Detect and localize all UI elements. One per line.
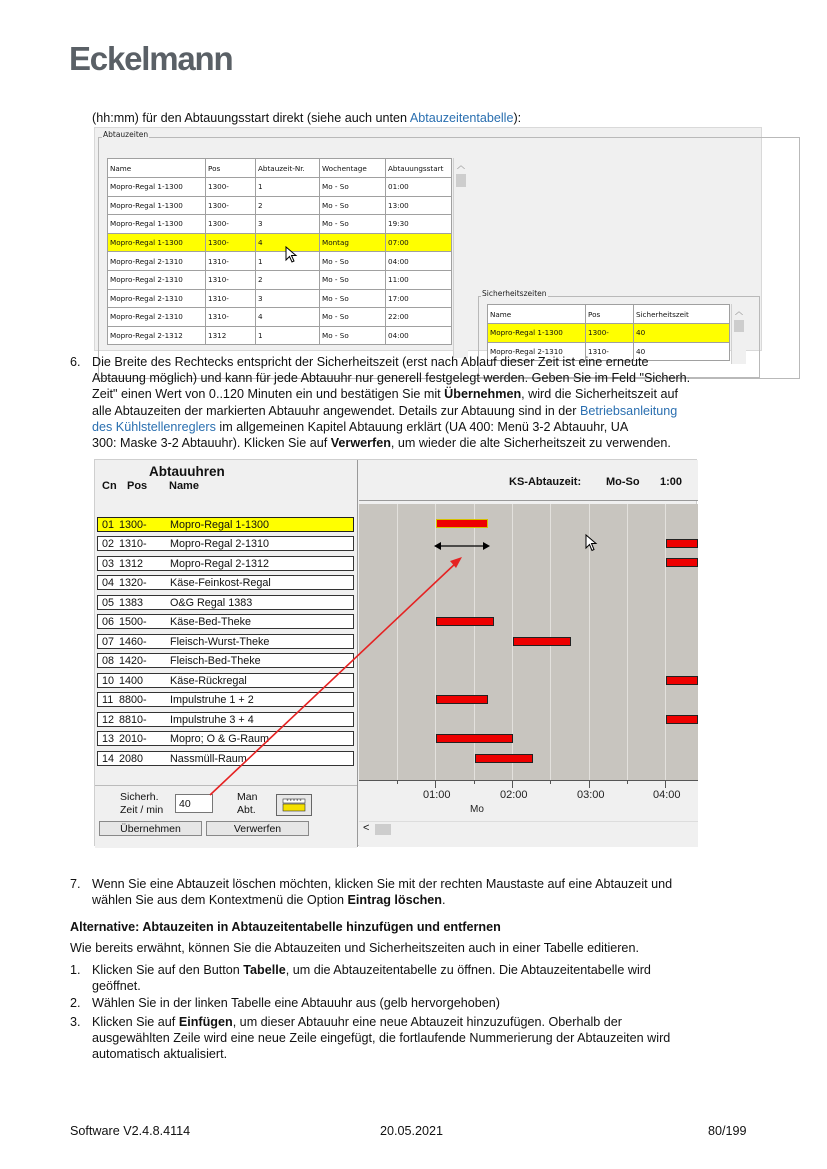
abtauuhr-pos: 1312 [119,558,144,570]
table-cell[interactable]: 40 [634,342,730,361]
alternative-intro: Wie bereits erwähnt, können Sie die Abtauzeiten und Sicherheitszeiten auch in einer Tabelle editieren. [70,941,639,955]
table-cell[interactable]: 1300- [206,196,256,215]
table-cell[interactable]: Mopro-Regal 2-1310 [108,289,206,308]
table-cell[interactable]: Mo - So [320,270,386,289]
table-cell[interactable]: Abtauzeit-Nr. [256,159,320,178]
col-name-header: Name [169,480,199,492]
safety-time-label: Sicherh. Zeit / min [120,791,164,816]
abtauuhr-cn: 03 [102,558,115,570]
table-cell[interactable]: 1 [256,252,320,271]
table-row[interactable] [108,233,452,252]
table-cell[interactable]: 1310- [206,270,256,289]
safety-time-input[interactable]: 40 [175,794,213,813]
table-row[interactable] [108,252,452,271]
footer-date: 20.05.2021 [380,1124,444,1138]
table-cell[interactable]: Mopro-Regal 1-1300 [108,233,206,252]
abtauuhr-cn: 02 [102,538,115,550]
table-cell[interactable]: Mo - So [320,289,386,308]
abtauuhr-pos: 2080 [119,753,144,765]
abtauuhr-name: O&G Regal 1383 [170,597,253,609]
table-cell[interactable]: 4 [256,233,320,252]
table-cell[interactable]: Mo - So [320,308,386,327]
table-cell[interactable]: Pos [586,305,634,324]
table-cell[interactable]: 40 [634,324,730,343]
abtauuhr-cn: 05 [102,597,115,609]
abtauuhr-cn: 01 [102,519,115,531]
ks-days: Mo-So [606,476,640,488]
sicherheitszeiten-table[interactable] [487,304,730,361]
scroll-left-icon[interactable]: < [363,822,370,834]
list-item-1: Klicken Sie auf den Button Tabelle, um die Abtauzeitentabelle zu öffnen. Die Abtauzeitentabelle wird geöffnet. [92,963,651,994]
step-7-number: 7. [70,877,81,891]
step-7-text: Wenn Sie eine Abtauzeit löschen möchten, klicken Sie mit der rechten Maustaste auf eine Abtauzeit und wählen Sie aus dem Kontextmenü die Option Eintrag löschen. [92,877,673,908]
screenshot-abtauuhren [94,459,697,846]
eckelmann-logo: Eckelmann [69,40,233,77]
abtauuhr-pos: 1400 [119,675,144,687]
table-cell[interactable]: Name [488,305,586,324]
table-cell[interactable]: Name [108,159,206,178]
abtauuhr-name: Impulstruhe 3 + 4 [170,714,254,726]
list-item-2: Wählen Sie in der linken Tabelle eine Abtauuhr aus (gelb hervorgehoben) [92,996,500,1010]
abtauzeiten-table[interactable] [107,158,452,345]
table-cell[interactable]: 1310- [586,342,634,361]
table-row[interactable] [108,178,452,197]
link-betriebsanleitung[interactable]: Betriebsanleitung [579,403,678,418]
footer-page-number: 80/199 [708,1124,747,1138]
scroll-up-icon[interactable]: ︿ [457,161,465,170]
table-cell[interactable]: Abtauungsstart [386,159,452,178]
table-cell[interactable]: Montag [320,233,386,252]
abtauuhr-name: Fleisch-Wurst-Theke [170,636,270,648]
table-row[interactable] [108,308,452,327]
abtauuhr-name: Nassmüll-Raum [170,753,247,765]
mouse-cursor-icon [285,246,299,264]
table-cell[interactable]: 1310- [206,308,256,327]
abtauuhr-cn: 13 [102,733,115,745]
abtauuhr-pos: 1460- [119,636,147,648]
table-header[interactable] [108,159,452,178]
abtauuhr-cn: 11 [102,694,114,706]
table-cell[interactable]: Mopro-Regal 2-1310 [488,342,586,361]
abtauuhr-name: Mopro; O & G-Raum [170,733,269,745]
abtauuhr-cn: 10 [102,675,115,687]
table-cell[interactable]: Mo - So [320,326,386,345]
table-cell[interactable]: Mopro-Regal 1-1300 [108,196,206,215]
table-row[interactable] [108,289,452,308]
footer-software-version: Software V2.4.8.4114 [70,1124,191,1138]
abtauuhr-cn: 12 [102,714,115,726]
abtauuhr-pos: 1320- [119,577,147,589]
table-cell[interactable]: 1300- [206,233,256,252]
apply-button[interactable]: Übernehmen [99,821,202,836]
table-cell[interactable]: Mo - So [320,196,386,215]
time-tick: 03:00 [577,789,605,801]
table-cell[interactable]: Mopro-Regal 2-1310 [108,270,206,289]
list-number: 2. [70,996,81,1010]
table-cell[interactable]: 1 [256,326,320,345]
table-cell[interactable]: 07:00 [386,233,452,252]
abtauuhr-pos: 1310- [119,538,147,550]
table-cell[interactable]: 04:00 [386,326,452,345]
abtauuhr-name: Mopro-Regal 2-1310 [170,538,270,550]
abtauuhr-name: Fleisch-Bed-Theke [170,655,261,667]
scrollbar-thumb[interactable] [456,174,466,187]
list-item-3: Klicken Sie auf Einfügen, um dieser Abtauuhr eine neue Abtauzeit hinzuzufügen. Oberhalb der ausgewählten Zeile wird eine neue Zeile eingefügt, die fortlaufende Nummerierung der Abtauzeiten wird automatisch aktualisiert. [92,1015,671,1062]
abtauuhr-cn: 04 [102,577,115,589]
abtauuhr-name: Mopro-Regal 1-1300 [170,519,270,531]
table-cell[interactable]: 13:00 [386,196,452,215]
table-cell[interactable]: 1312 [206,326,256,345]
step-6-text: Die Breite des Rechtecks entspricht der Sicherheitszeit (erst nach Ablauf dieser Zeit ist eine erneute Abtauung möglich) und kann für jede Abtauuhr nur generell festgelegt werden. Geben Sie im Feld "Sicherh. Zeit" einen Wert von 0..120 Minuten ein und bestätigen Sie mit Übernehmen, wird die Sicherheitszeit auf alle Abtauzeiten der markierten Abtauuhr angewendet. Details zur Abtauung sind in der Betriebsanleitung des Kühlstellenreglers im allgemeinen Kapitel Abtauung erklärt (UA 400: Menü 3-2 Abtauuhr, UA 300: Maske 3-2 Abtauuhr). Klicken Sie auf Verwerfen, um wieder die alte Sicherheitszeit zu verwenden. [92,355,691,451]
abtauuhr-pos: 1300- [119,519,147,531]
link-kuehlstellenregler[interactable]: des Kühlstellenreglers [92,419,216,434]
time-tick: 02:00 [500,789,528,801]
group-sicherheitszeiten-title: Sicherheitszeiten [482,289,547,298]
table-cell[interactable]: 1300- [206,178,256,197]
group-abtauzeiten-title: Abtauzeiten [103,130,149,139]
table-cell[interactable]: Mopro-Regal 1-1300 [108,178,206,197]
time-tick: 04:00 [653,789,681,801]
table-cell[interactable]: 17:00 [386,289,452,308]
table-cell[interactable]: Mopro-Regal 1-1300 [108,215,206,234]
table-cell[interactable]: 1 [256,178,320,197]
abtauzeiten-scrollbar[interactable] [453,158,468,358]
intro-line: (hh:mm) für den Abtauungsstart direkt (siehe auch unten Abtauzeitentabelle): [92,111,522,125]
discard-button[interactable]: Verwerfen [206,821,309,836]
table-cell[interactable]: 2 [256,196,320,215]
screenshot-abtauzeiten-table [94,127,762,356]
alternative-heading: Alternative: Abtauzeiten in Abtauzeitentabelle hinzufügen und entfernen [70,920,501,934]
table-row[interactable] [108,215,452,234]
svg-text:* * * * *: * * * * * [286,798,302,804]
table-cell[interactable]: 11:00 [386,270,452,289]
manual-defrost-label: Man Abt. [237,791,258,816]
scrollbar-thumb[interactable] [734,320,744,332]
abtauuhr-cn: 06 [102,616,115,628]
table-cell[interactable]: 3 [256,289,320,308]
table-cell[interactable]: Wochentage [320,159,386,178]
table-row[interactable] [108,196,452,215]
table-cell[interactable]: Mopro-Regal 2-1310 [108,252,206,271]
table-cell[interactable]: 1300- [206,215,256,234]
abtauuhr-name: Mopro-Regal 2-1312 [170,558,270,570]
table-cell[interactable]: 1300- [586,324,634,343]
red-annotation-arrow [95,460,698,847]
abtauuhr-pos: 8800- [119,694,147,706]
table-cell[interactable]: 1310- [206,252,256,271]
table-cell[interactable]: 01:00 [386,178,452,197]
abtauuhren-title: Abtauuhren [149,464,225,479]
abtauuhr-name: Impulstruhe 1 + 2 [170,694,254,706]
abtauuhr-pos: 1383 [119,597,144,609]
list-number: 3. [70,1015,81,1029]
time-tick: 01:00 [423,789,451,801]
col-cn-header: Cn [102,480,117,492]
table-cell[interactable]: 3 [256,215,320,234]
table-cell[interactable]: 4 [256,308,320,327]
abtauuhr-name: Käse-Bed-Theke [170,616,252,628]
scroll-up-icon[interactable]: ︿ [735,307,743,316]
table-cell[interactable]: Mo - So [320,178,386,197]
table-row[interactable] [488,324,730,343]
abtauuhr-cn: 07 [102,636,115,648]
table-cell[interactable]: Sicherheitszeit [634,305,730,324]
list-number: 1. [70,963,81,977]
ks-label: KS-Abtauzeit: [509,476,582,488]
col-pos-header: Pos [127,480,148,492]
table-cell[interactable]: Mopro-Regal 1-1300 [488,324,586,343]
ks-time: 1:00 [660,476,683,488]
table-header[interactable] [488,305,730,324]
abtauuhr-pos: 1420- [119,655,147,667]
abtauuhr-cn: 08 [102,655,115,667]
abtauuhr-name: Käse-Rückregal [170,675,247,687]
table-cell[interactable]: 19:30 [386,215,452,234]
table-cell[interactable]: 22:00 [386,308,452,327]
table-cell[interactable]: 2 [256,270,320,289]
day-label: Mo [470,804,484,815]
table-cell[interactable]: Pos [206,159,256,178]
table-row[interactable] [108,326,452,345]
link-abtauzeitentabelle[interactable]: Abtauzeitentabelle [409,111,514,125]
abtauuhr-pos: 8810- [119,714,147,726]
table-cell[interactable]: 04:00 [386,252,452,271]
table-cell[interactable]: Mo - So [320,252,386,271]
abtauuhr-pos: 1500- [119,616,147,628]
table-cell[interactable]: 1310- [206,289,256,308]
table-cell[interactable]: Mo - So [320,215,386,234]
abtauuhr-cn: 14 [102,753,115,765]
abtauuhr-pos: 2010- [119,733,147,745]
table-cell[interactable]: Mopro-Regal 2-1312 [108,326,206,345]
table-cell[interactable]: Mopro-Regal 2-1310 [108,308,206,327]
step-6-number: 6. [70,355,81,369]
abtauuhr-name: Käse-Feinkost-Regal [170,577,271,589]
table-row[interactable] [108,270,452,289]
